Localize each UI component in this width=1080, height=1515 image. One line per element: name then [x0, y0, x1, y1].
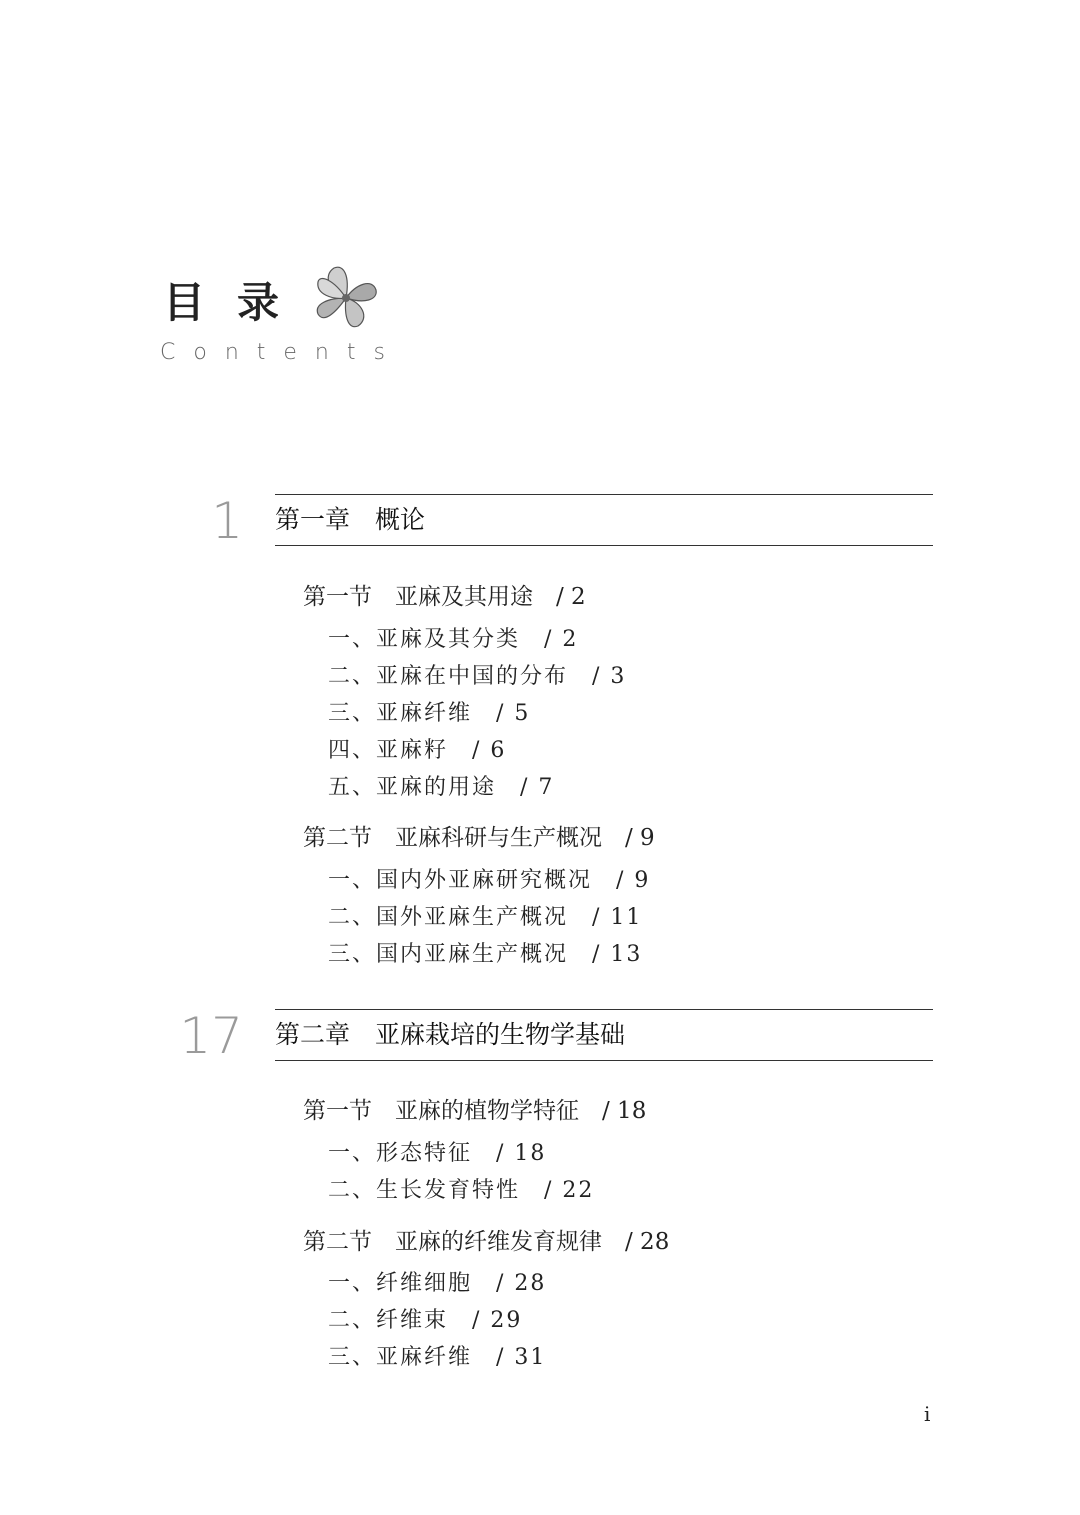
toc-item[interactable]: 一、亚麻及其分类 / 2	[328, 627, 579, 652]
chapter-header	[179, 1007, 933, 1065]
toc-section[interactable]: 第一节 亚麻及其用途 / 2	[303, 584, 586, 610]
chapter-number: 17	[179, 1007, 243, 1065]
chapter-header	[211, 492, 933, 550]
toc-item[interactable]: 一、形态特征 / 18	[328, 1141, 547, 1166]
chapter-title[interactable]: 第一章 概论	[275, 505, 426, 534]
toc-item[interactable]: 二、亚麻在中国的分布 / 3	[328, 664, 627, 689]
toc-item[interactable]: 三、国内亚麻生产概况 / 13	[328, 942, 643, 967]
toc-item[interactable]: 二、纤维束 / 29	[328, 1308, 523, 1333]
toc-section[interactable]: 第二节 亚麻科研与生产概况 / 9	[303, 825, 655, 851]
toc-item[interactable]: 四、亚麻籽 / 6	[328, 738, 507, 763]
chapter-number: 1	[211, 492, 243, 550]
toc-item[interactable]: 三、亚麻纤维 / 31	[328, 1345, 547, 1370]
toc-item[interactable]: 一、国内外亚麻研究概况 / 9	[328, 868, 651, 893]
toc-item[interactable]: 二、生长发育特性 / 22	[328, 1178, 595, 1203]
flower-icon	[310, 262, 382, 334]
toc-item[interactable]: 一、纤维细胞 / 28	[328, 1271, 547, 1296]
toc-item[interactable]: 五、亚麻的用途 / 7	[328, 775, 555, 800]
toc-heading: 目录	[163, 278, 312, 327]
toc-section[interactable]: 第一节 亚麻的植物学特征 / 18	[303, 1098, 647, 1124]
chapter-title[interactable]: 第二章 亚麻栽培的生物学基础	[275, 1020, 626, 1049]
toc-section[interactable]: 第二节 亚麻的纤维发育规律 / 28	[303, 1229, 670, 1255]
toc-item[interactable]: 二、国外亚麻生产概况 / 11	[328, 905, 643, 930]
contents-subtitle: Contents	[160, 340, 403, 365]
page-number: i	[924, 1402, 931, 1426]
toc-item[interactable]: 三、亚麻纤维 / 5	[328, 701, 531, 726]
